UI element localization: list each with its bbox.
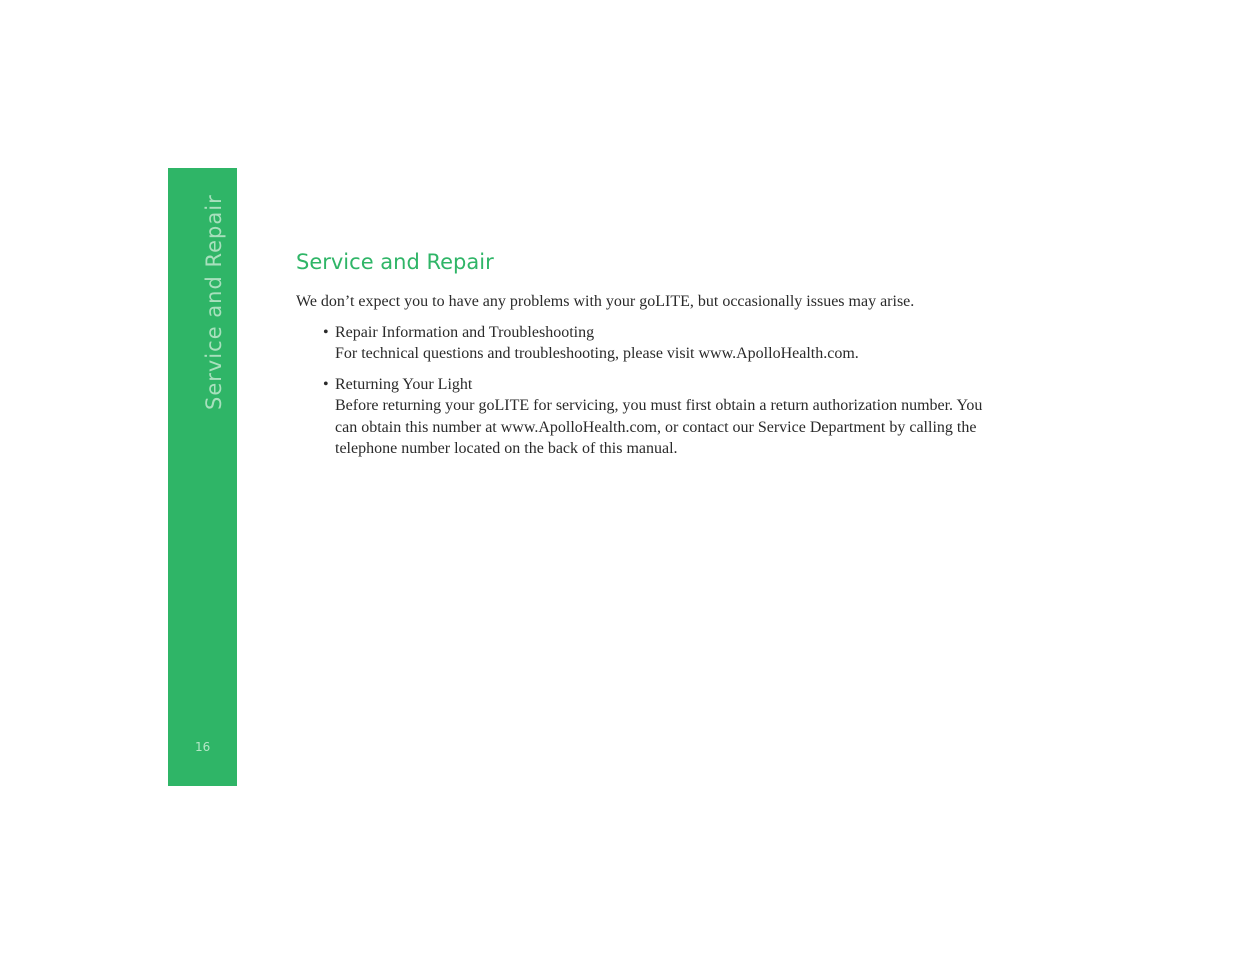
bullet-item-returning-light [323,374,996,460]
bullet-item-title: Returning Your Light [335,375,473,393]
bullet-mark: • [323,375,329,393]
bullet-item-title: Repair Information and Troubleshooting [335,323,595,341]
intro-paragraph: We don’t expect you to have any problems with your goLITE, but occasionally issues may arise. [296,293,915,310]
page-number: 16 [195,740,211,754]
section-heading: Service and Repair [296,250,494,274]
bullet-item-repair-information [323,322,996,365]
bullet-mark: • [323,323,329,341]
bullet-item-body: For technical questions and troubleshooting, please visit www.ApolloHealth.com. [335,345,859,362]
bullet-item-body: Before returning your goLITE for servicing, you must first obtain a return authorization number. You can obtain this number at www.ApolloHealth.com, or contact our Service Department by calling the telephone number located on the back of this manual. [335,397,983,457]
section-body [296,291,996,469]
side-tab-title: Service and Repair [202,194,226,410]
